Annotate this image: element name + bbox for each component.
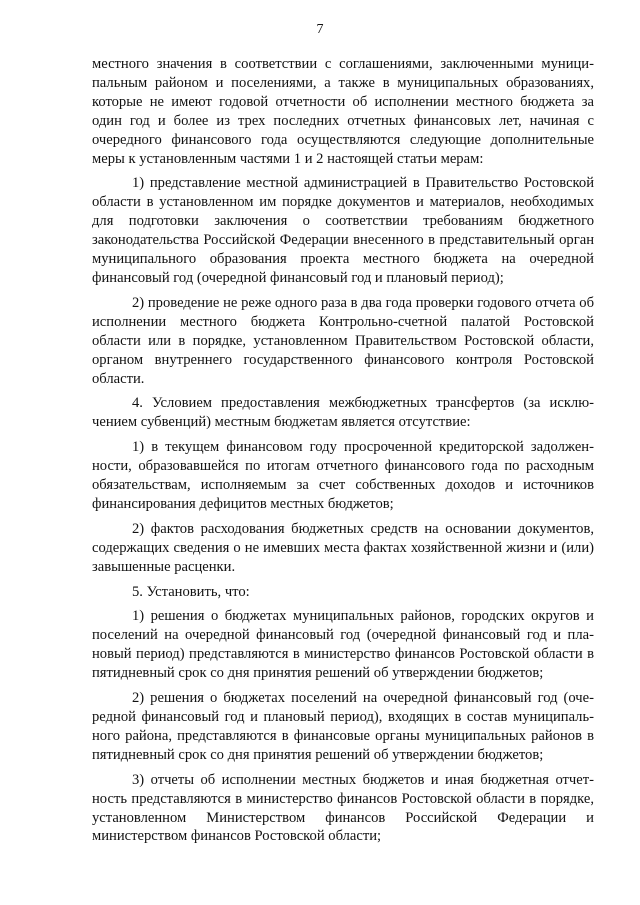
paragraph-section-4-item-2: 2) фактов расходования бюджетных средств на основании документов, содержащих сведения о не имевших места фактах хозяйственной жизни и (или) завышенные расценки. xyxy=(92,520,594,575)
paragraph-continuation: местного значения в соответствии с соглашениями, заключенными муниципальным районом и поселениями, а также в муниципальных образованиях, которые не имеют годовой отчетности об исполнении местного бюджета за один год и более из трех последних отчетных финансовых лет, начиная с очередного финансового года осуществляются следующие дополнительные меры к установленным частями 1 и 2 настоящей статьи мерам: xyxy=(92,56,594,167)
paragraph-section-5-item-3: 3) отчеты об исполнении местных бюджетов и иная бюджетная отчетность представляются в министерство финансов Ростовской области в порядке, установленном Министерством финансов Российской Федерации и министерством финансов Ростовской области; xyxy=(92,771,594,845)
paragraph-section-5-item-2: 2) решения о бюджетах поселений на очередной финансовый год (очередной финансовый год и плановый период), входящих в состав муниципального района, представляются в финансовые органы муниципальных районов в пятидневный срок со дня принятия решений об утверждении бюджетов; xyxy=(92,690,594,763)
paragraph-section-5: 5. Установить, что: xyxy=(132,583,250,600)
paragraph-section-4-item-1: 1) в текущем финансовом году просроченной кредиторской задолженности, образовавшейся по итогам отчетного финансового года по расходным обязательствам, исполняемым за счет собственных доходов и источников финансирования дефицитов местных бюджетов; xyxy=(92,439,594,512)
paragraph-item-2: 2) проведение не реже одного раза в два года проверки годового отчета об исполнении местного бюджета Контрольно-счетной палатой Ростовской области или в порядке, установленном Правительством Ростовской области, органом внутреннего государственного финансового контроля Ростовской области. xyxy=(92,294,594,387)
paragraph-section-5-item-1: 1) решения о бюджетах муниципальных районов, городских округов и поселений на очередной финансовый год (очередной финансовый год и плановый период) представляются в министерство финансов Ростовской области в пятидневный срок со дня принятия решений об утверждении бюджетов; xyxy=(92,608,594,682)
paragraph-section-4: 4. Условием предоставления межбюджетных трансфертов (за исключением субвенций) местным бюджетам является отсутствие: xyxy=(92,395,594,431)
paragraph-item-1: 1) представление местной администрацией в Правительство Ростовской области в установленном им порядке документов и материалов, необходимых для подготовки заключения о соответствии требованиям бюджетного законодательства Российской Федерации внесенного в представительный орган муниципального образования проекта местного бюджета на очередной финансовый год (очередной финансовый год и плановый период); xyxy=(92,175,594,286)
document-body xyxy=(92,55,594,852)
page-number: 7 xyxy=(316,22,324,37)
